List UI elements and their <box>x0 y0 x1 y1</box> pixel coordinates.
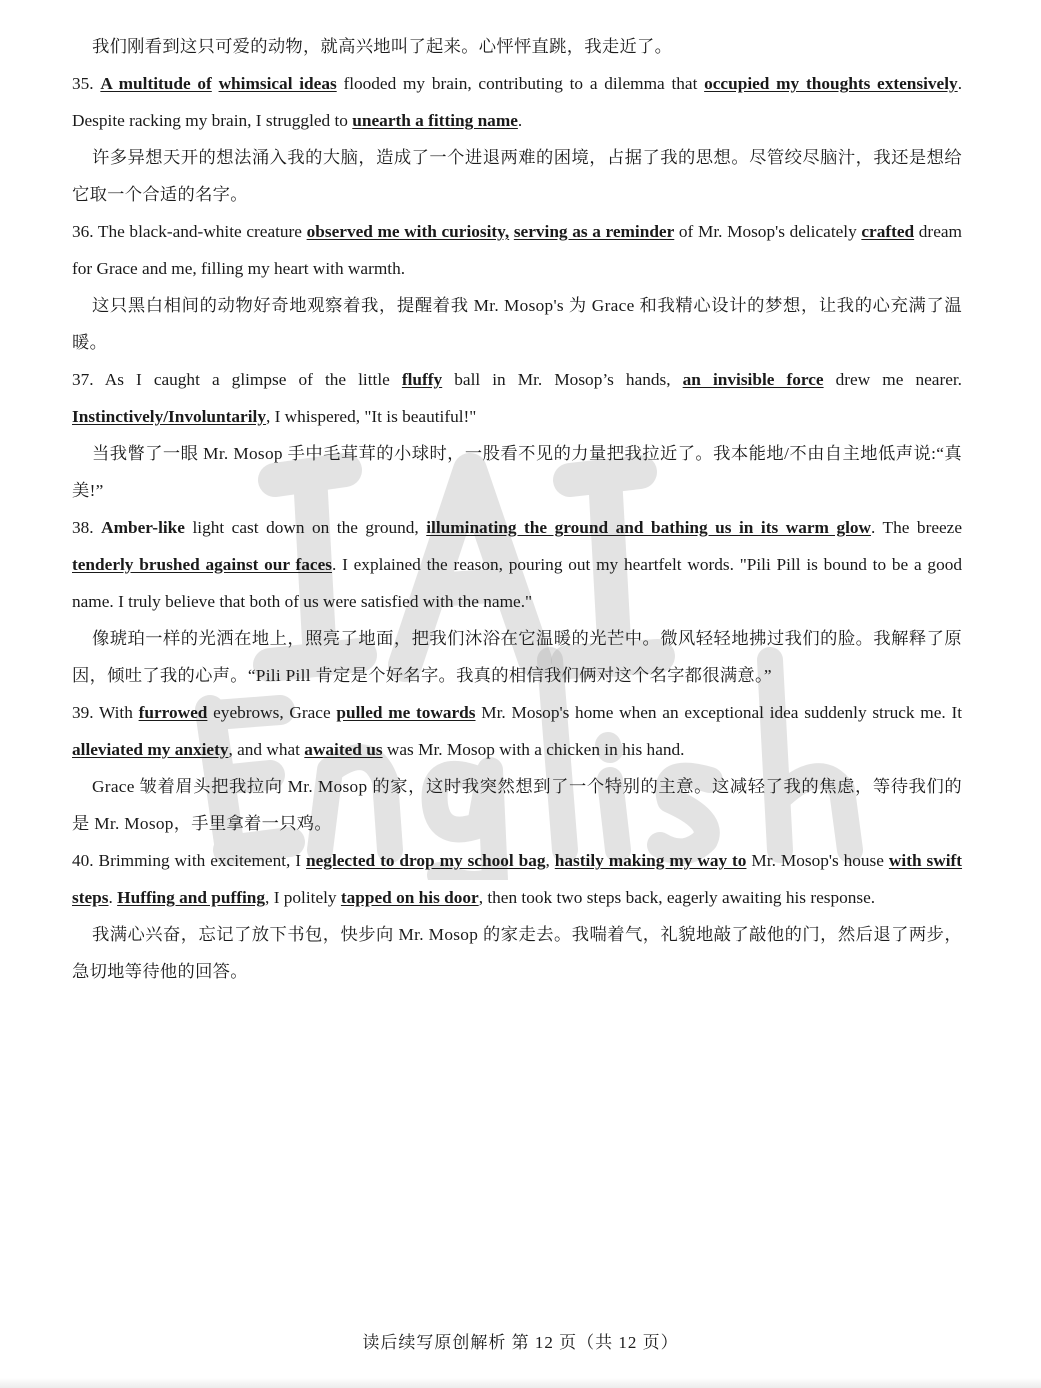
english-sentence-paragraph <box>72 694 962 768</box>
text-run: , I politely <box>265 888 341 907</box>
text-run: dream for Grace and me, filling my heart with warmth. <box>72 222 962 278</box>
underlined-key-phrase: tapped on his door <box>340 888 479 907</box>
chinese-translation-paragraph <box>72 139 962 213</box>
text-run: . I explained the reason, pouring out my heartfelt words. "Pili Pill is bound to be a good name. I truly believe that both of us were satisfied with the name." <box>72 555 962 611</box>
text-run: 许多异想天开的想法涌入我的大脑，造成了一个进退两难的困境，占据了我的思想。尽管绞尽脑汁，我还是想给它取一个合适的名字。 <box>72 148 962 204</box>
underlined-key-phrase: awaited us <box>304 740 383 759</box>
underlined-key-phrase: illuminating the ground and bathing us in its warm glow <box>426 518 872 537</box>
underlined-key-phrase: Instinctively/Involuntarily <box>72 407 266 426</box>
text-run: eyebrows, Grace <box>207 703 337 722</box>
english-sentence-paragraph <box>72 842 962 916</box>
underlined-key-phrase: an invisible force <box>682 370 824 389</box>
text-run: Grace 皱着眉头把我拉向 Mr. Mosop 的家，这时我突然想到了一个特别的主意。这减轻了我的焦虑，等待我们的是 Mr. Mosop，手里拿着一只鸡。 <box>72 777 962 833</box>
text-run: 像琥珀一样的光洒在地上，照亮了地面，把我们沐浴在它温暖的光芒中。微风轻轻地拂过我们的脸。我解释了原因，倾吐了我的心声。“Pili Pill 肯定是个好名字。我真的相信我们俩对这个名字都很满意。” <box>72 629 962 685</box>
text-run: 40. Brimming with excitement, I <box>72 851 307 870</box>
text-run: 39. With <box>72 703 139 722</box>
text-run: 36. The black-and-white creature <box>72 222 307 241</box>
chinese-translation-paragraph <box>72 287 962 361</box>
text-run <box>212 74 219 93</box>
text-run: 当我瞥了一眼 Mr. Mosop 手中毛茸茸的小球时，一股看不见的力量把我拉近了。我本能地/不由自主地低声说:“真美!” <box>72 444 962 500</box>
underlined-key-phrase: pulled me towards <box>336 703 476 722</box>
english-sentence-paragraph <box>72 65 962 139</box>
underlined-key-phrase: observed me with curiosity, <box>306 222 510 241</box>
text-run: 35. <box>72 74 101 93</box>
chinese-translation-paragraph <box>72 435 962 509</box>
page-footer: 读后续写原创解析 第 12 页（共 12 页） <box>362 1333 679 1352</box>
text-run: ball in Mr. Mosop’s hands, <box>442 370 683 389</box>
text-run: light cast down on the ground, <box>184 518 427 537</box>
underlined-key-phrase: furrowed <box>138 703 208 722</box>
text-run: 我满心兴奋，忘记了放下书包，快步向 Mr. Mosop 的家走去。我喘着气，礼貌地敲了敲他的门，然后退了两步，急切地等待他的回答。 <box>72 925 962 981</box>
chinese-translation-paragraph <box>72 620 962 694</box>
text-run: flooded my brain, contributing to a dilemma that <box>336 74 705 93</box>
underlined-key-phrase: occupied my thoughts extensively <box>704 74 958 93</box>
text-run: 这只黑白相间的动物好奇地观察着我，提醒着我 Mr. Mosop's 为 Grace 和我精心设计的梦想，让我的心充满了温暖。 <box>72 296 962 352</box>
text-run: of Mr. Mosop's delicately <box>674 222 862 241</box>
text-run: was Mr. Mosop with a chicken in his hand. <box>382 740 685 759</box>
text-run: , I whispered, "It is beautiful!" <box>265 407 477 426</box>
text-run: . <box>108 888 118 907</box>
underlined-key-phrase: A multitude of <box>100 74 212 93</box>
text-run: . The breeze <box>871 518 963 537</box>
underlined-key-phrase: fluffy <box>401 370 443 389</box>
text-run: Mr. Mosop's house <box>746 851 889 870</box>
underlined-key-phrase: crafted <box>861 222 915 241</box>
document-body <box>72 28 962 990</box>
english-sentence-paragraph <box>72 361 962 435</box>
english-sentence-paragraph <box>72 509 962 620</box>
text-run: drew me nearer. <box>823 370 962 389</box>
chinese-translation-paragraph <box>72 916 962 990</box>
english-sentence-paragraph <box>72 213 962 287</box>
text-run: Mr. Mosop's home when an exceptional idea suddenly struck me. It <box>475 703 962 722</box>
underlined-key-phrase: unearth a fitting name <box>352 111 518 130</box>
text-run: 38. <box>72 518 102 537</box>
underlined-key-phrase: serving as a reminder <box>513 222 675 241</box>
text-run: , <box>545 851 555 870</box>
text-run: , then took two steps back, eagerly awaiting his response. <box>478 888 876 907</box>
chinese-translation-paragraph <box>72 28 962 65</box>
underlined-key-phrase: whimsical ideas <box>218 74 337 93</box>
underlined-key-phrase: alleviated my anxiety <box>72 740 229 759</box>
page-bottom-edge <box>0 1378 1041 1388</box>
text-run: . Despite racking my brain, I struggled to <box>72 74 963 130</box>
bold-key-phrase: Amber-like <box>101 518 185 537</box>
underlined-key-phrase: Huffing and puffing <box>117 888 266 907</box>
text-run: 37. As I caught a glimpse of the little <box>72 370 402 389</box>
text-run: 我们刚看到这只可爱的动物，就高兴地叫了起来。心怦怦直跳，我走近了。 <box>92 37 673 56</box>
underlined-key-phrase: with swift steps <box>72 851 963 907</box>
text-run: . <box>517 111 523 130</box>
text-run: , and what <box>228 740 305 759</box>
underlined-key-phrase: neglected to drop my school bag <box>306 851 546 870</box>
chinese-translation-paragraph <box>72 768 962 842</box>
underlined-key-phrase: tenderly brushed against our faces <box>72 555 332 574</box>
underlined-key-phrase: hastily making my way to <box>554 851 747 870</box>
